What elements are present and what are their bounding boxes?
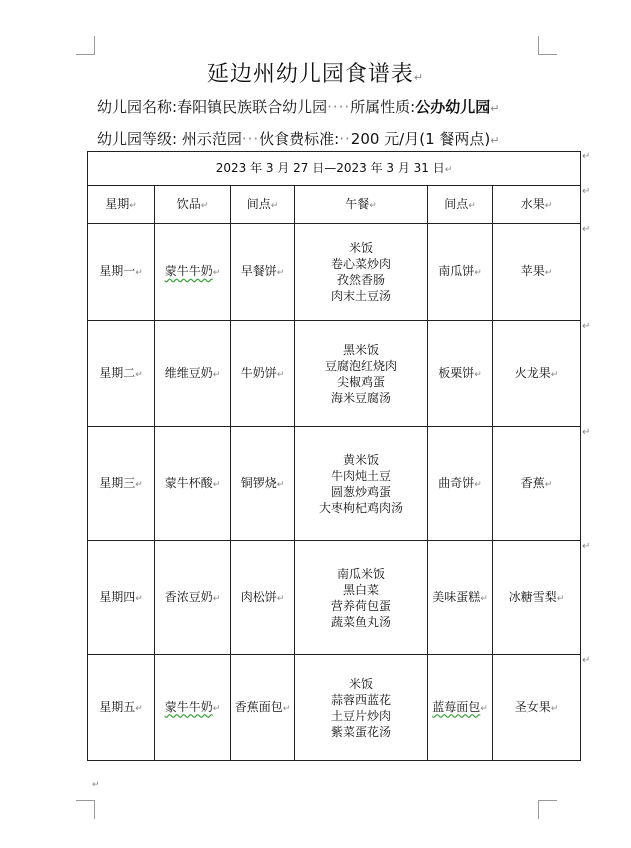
row-end-mark: ↵ xyxy=(582,151,591,162)
lunch-cell: 黑米饭 豆腐泡红烧肉 尖椒鸡蛋 海米豆腐汤 xyxy=(295,321,428,427)
snack1-cell: 肉松饼↵ xyxy=(231,541,295,655)
snack2-cell: 美味蛋糕↵ xyxy=(428,541,493,655)
header-row xyxy=(88,186,581,224)
snack2-cell: 板栗饼↵ xyxy=(428,321,493,427)
table-row xyxy=(88,224,581,321)
day-cell: 星期二↵ xyxy=(88,321,155,427)
lunch-cell: 米饭 蒜蓉西蓝花 土豆片炒肉 紫菜蛋花汤 xyxy=(295,655,428,761)
header-snack-morning: 间点↵ xyxy=(231,186,295,224)
level-label: 幼儿园等级: xyxy=(97,130,178,148)
drink-cell: 蒙牛牛奶↵ xyxy=(155,224,231,321)
fruit-cell: 苹果↵ xyxy=(493,224,581,321)
day-cell: 星期一↵ xyxy=(88,224,155,321)
nature-value: 公办幼儿园 xyxy=(415,98,491,116)
info-line-name: 幼儿园名称:春阳镇民族联合幼儿园····所属性质:公办幼儿园↵ xyxy=(97,98,500,116)
menu-table xyxy=(87,151,581,761)
header-drink: 饮品↵ xyxy=(155,186,231,224)
fee-label: 伙食费标准: xyxy=(259,130,340,148)
table-row xyxy=(88,541,581,655)
table-row xyxy=(88,655,581,761)
snack2-cell: 南瓜饼↵ xyxy=(428,224,493,321)
day-cell: 星期三↵ xyxy=(88,427,155,541)
row-end-mark: ↵ xyxy=(582,186,591,197)
paragraph-end-mark: ↵ xyxy=(92,780,100,790)
drink-cell: 维维豆奶↵ xyxy=(155,321,231,427)
margin-corner-bottom-left xyxy=(76,800,95,819)
header-day: 星期↵ xyxy=(88,186,155,224)
row-end-mark: ↵ xyxy=(582,224,591,235)
lunch-cell: 米饭 卷心菜炒肉 孜然香肠 肉末土豆汤 xyxy=(295,224,428,321)
fruit-cell: 圣女果↵ xyxy=(493,655,581,761)
nature-label: 所属性质: xyxy=(350,98,416,116)
date-range-cell: 2023 年 3 月 27 日—2023 年 3 月 31 日↵ xyxy=(88,152,581,186)
day-cell: 星期五↵ xyxy=(88,655,155,761)
row-end-mark: ↵ xyxy=(582,655,591,666)
snack1-cell: 早餐饼↵ xyxy=(231,224,295,321)
lunch-cell: 黄米饭 牛肉炖土豆 圆葱炒鸡蛋 大枣枸杞鸡肉汤 xyxy=(295,427,428,541)
snack1-cell: 香蕉面包↵ xyxy=(231,655,295,761)
header-snack-afternoon: 间点↵ xyxy=(428,186,493,224)
drink-cell: 蒙牛杯酸↵ xyxy=(155,427,231,541)
fruit-cell: 冰糖雪梨↵ xyxy=(493,541,581,655)
fruit-cell: 香蕉↵ xyxy=(493,427,581,541)
drink-cell: 蒙牛牛奶↵ xyxy=(155,655,231,761)
info-line-level: 幼儿园等级: 州示范园···伙食费标准:··200 元/月(1 餐两点)↵ xyxy=(97,130,500,148)
level-value: 州示范园 xyxy=(181,130,242,148)
row-end-mark: ↵ xyxy=(582,427,591,438)
row-end-mark: ↵ xyxy=(582,541,591,552)
document-title: 延边州幼儿园食谱表↵ xyxy=(206,62,425,87)
snack2-cell: 蓝莓面包↵ xyxy=(428,655,493,761)
header-lunch: 午餐↵ xyxy=(295,186,428,224)
snack2-cell: 曲奇饼↵ xyxy=(428,427,493,541)
day-cell: 星期四↵ xyxy=(88,541,155,655)
fee-value: 200 元/月(1 餐两点) xyxy=(350,130,491,148)
lunch-cell: 南瓜米饭 黑白菜 营养荷包蛋 蔬菜鱼丸汤 xyxy=(295,541,428,655)
row-end-mark: ↵ xyxy=(582,321,591,332)
margin-corner-top-right xyxy=(538,36,557,55)
drink-cell: 香浓豆奶↵ xyxy=(155,541,231,655)
table-row xyxy=(88,427,581,541)
header-fruit: 水果↵ xyxy=(493,186,581,224)
kindergarten-label: 幼儿园名称: xyxy=(97,98,178,116)
snack1-cell: 铜锣烧↵ xyxy=(231,427,295,541)
kindergarten-name: 春阳镇民族联合幼儿园 xyxy=(177,98,328,116)
margin-corner-top-left xyxy=(76,36,95,55)
margin-corner-bottom-right xyxy=(538,800,557,819)
table-row xyxy=(88,321,581,427)
fruit-cell: 火龙果↵ xyxy=(493,321,581,427)
snack1-cell: 牛奶饼↵ xyxy=(231,321,295,427)
